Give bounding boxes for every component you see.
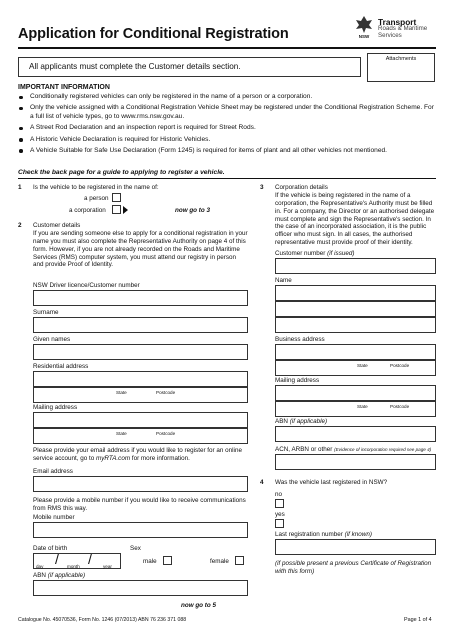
corp-abn-note: (if applicable) [289,418,328,425]
q4-no-checkbox[interactable] [275,499,284,508]
business-field-1[interactable] [275,344,436,360]
postcode-label: Postcode [390,404,410,409]
header-rule [18,47,436,49]
mobile-label: Mobile number [33,514,75,521]
surname-label: Surname [33,309,59,316]
postcode-label: Postcode [390,363,410,368]
q3-heading: Corporation details [275,184,328,191]
postcode-label: Postcode [156,431,176,436]
lastreg-label-text: Last registration number [275,531,345,538]
q1-person-label: a person [84,195,109,202]
lastreg-label [275,531,372,539]
corp-name-field-3[interactable] [275,317,436,333]
female-label: female [210,558,229,565]
logo-rms-line2: Services [378,31,402,39]
licence-label: NSW Driver licence/Customer number [33,282,140,289]
bullet-item: Only the vehicle assigned with a Conditional Registration Vehicle Sheet may be registered under the Conditional Registration Scheme. For a full list of vehicle types, go to www.rms.nsw.gov.au. [18,104,436,120]
given-names-label: Given names [33,336,71,343]
q1-number: 1 [18,184,22,191]
notice-box: All applicants must complete the Customer details section. [18,57,361,77]
logo-transport: Transport [378,17,417,27]
state-label: State [357,363,368,368]
abn-label-text: ABN [33,572,48,579]
lastreg-field[interactable] [275,539,436,555]
corp-name-field-2[interactable] [275,301,436,317]
bullet-item: A Street Rod Declaration and an inspection report is required for Street Rods. [18,124,436,132]
corp-mailing-label: Mailing address [275,377,320,384]
given-names-field[interactable] [33,344,248,360]
corp-abn-label [275,418,327,426]
postcode-label: Postcode [156,390,176,395]
custnum-field[interactable] [275,258,436,274]
q2-goto: now go to 5 [181,602,216,609]
email-field[interactable] [33,476,248,492]
attachments-box[interactable]: Attachments [367,53,435,82]
page-number: Page 1 of 4 [404,617,432,623]
abn-field[interactable] [33,580,248,596]
date-separator: / [55,551,59,567]
surname-field[interactable] [33,317,248,333]
state-label: State [357,404,368,409]
catalogue-footer: Catalogue No. 45070536, Form No. 1246 (07/2013) ABN 76 236 371 088 [18,617,187,623]
q4-number: 4 [260,479,264,486]
mailing-field-2[interactable] [33,428,248,444]
important-bullets [18,93,436,158]
email-label: Email address [33,468,73,475]
q1-corp-label: a corporation [69,207,106,214]
email-intro-text: Please provide your email address if you would like to register for an online service account, go to [33,447,242,462]
q1-corp-checkbox[interactable] [112,205,121,214]
q2-body: If you are sending someone else to apply for a conditional registration in your name you must also complete the Representative Authority on page 4 of this form. However, if you are not already recorded on the Roads and Maritime Services (RMS) computer system, you must attend our registry in person and provide Proof of Identity. [33,230,248,269]
nsw-waratah-icon [354,14,374,40]
residential-field-1[interactable] [33,371,248,387]
corp-abn-label-text: ABN [275,418,290,425]
female-checkbox[interactable] [235,556,244,565]
custnum-note: (if issued) [327,250,355,257]
state-label: State [116,431,127,436]
section-rule [18,178,436,179]
email-intro-text-2: for more information. [130,454,190,462]
q1-person-checkbox[interactable] [112,193,121,202]
myrta-link[interactable]: myRTA.com [96,454,131,462]
mobile-intro: Please provide a mobile number if you would like to receive communications from RMS this way. [33,497,246,512]
corp-name-field-1[interactable] [275,285,436,301]
acn-label-text: ACN, ARBN or other [275,446,335,453]
q4-no-label: no [275,491,283,498]
date-separator: / [88,551,92,567]
check-back-note: Check the back page for a guide to applying to register a vehicle. [18,169,225,176]
male-checkbox[interactable] [163,556,172,565]
important-heading: IMPORTANT INFORMATION [18,84,110,91]
sex-label: Sex [130,545,141,552]
mobile-field[interactable] [33,522,248,538]
day-label: day [36,564,44,569]
q4-yes-label: yes [275,511,285,518]
abn-label [33,572,85,580]
logo-rms [378,26,427,40]
q2-heading: Customer details [33,222,81,229]
mailing-field-1[interactable] [33,412,248,428]
q3-body: If the vehicle is being registered in the name of a corporation, the Representative's Authority must be filled in. For a company, the Director or an authorised delegate must complete and sign the Representative's section. In the case of an incorporated association, it is the public officer who must sign. In all cases, the authorised representative must provide proof of their identity. [275,192,435,247]
male-label: male [143,558,157,565]
acn-label [275,446,431,454]
corp-mailing-field-2[interactable] [275,401,436,417]
bullet-item: A Vehicle Suitable for Safe Use Declaration (Form 1245) is required for items of plant and all other vehicles not mentioned. [18,147,436,155]
logo-nsw-text: NSW [358,34,370,39]
corp-abn-field[interactable] [275,426,436,442]
acn-field[interactable] [275,454,436,470]
dob-label: Date of birth [33,545,68,552]
year-label: year [103,564,112,569]
page-title: Application for Conditional Registration [18,26,289,42]
q2-number: 2 [18,222,22,229]
q4-note: (if possible present a previous Certificate of Registration with this form) [275,560,432,575]
residential-field-2[interactable] [33,387,248,403]
arrow-icon [123,206,128,214]
business-label: Business address [275,336,325,343]
corp-mailing-field-1[interactable] [275,385,436,401]
abn-note: (if applicable) [47,572,86,579]
acn-note: (Evidence of incorporation required see page 4) [334,447,432,452]
lastreg-note: (if known) [344,531,372,538]
residential-label: Residential address [33,363,89,370]
q4-question: Was the vehicle last registered in NSW? [275,479,388,486]
logo-rms-line1: Roads & Maritime [378,25,428,32]
name-label: Name [275,277,292,284]
q1-goto: now go to 3 [175,207,210,214]
business-field-2[interactable] [275,360,436,376]
bullet-item: A Historic Vehicle Declaration is required for Historic Vehicles. [18,136,436,144]
licence-field[interactable] [33,290,248,306]
bullet-item: Conditionally registered vehicles can only be registered in the name of a person or a corporation. [18,93,436,101]
q1-question: Is the vehicle to be registered in the name of: [33,184,159,191]
custnum-label [275,250,354,258]
q4-yes-checkbox[interactable] [275,519,284,528]
custnum-label-text: Customer number [275,250,328,257]
q3-number: 3 [260,184,264,191]
rms-logo [354,14,436,42]
email-intro [33,447,248,463]
state-label: State [116,390,127,395]
mailing-label: Mailing address [33,404,78,411]
month-label: month [67,564,80,569]
